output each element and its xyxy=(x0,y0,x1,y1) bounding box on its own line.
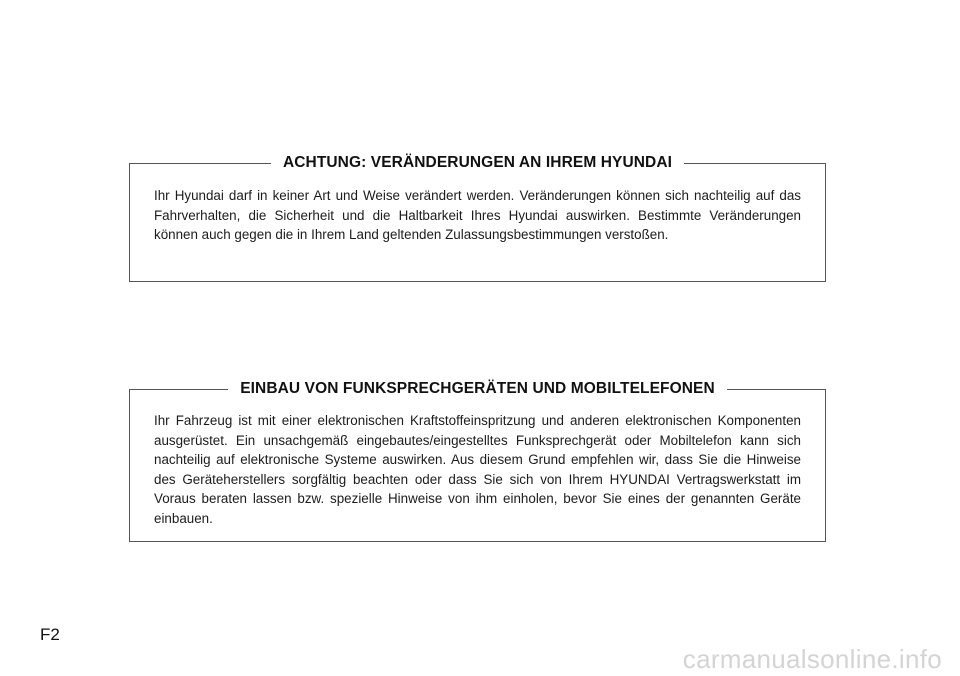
radio-phone-installation-text: Ihr Fahrzeug ist mit einer elektronischen Kraftstoffeinspritzung und anderen elektronischen Komponenten ausgerüstet. Ein unsachgemäß eingebautes/eingestelltes Funksprechgerät oder Mobiltelefon kann sich nachteilig auf elektronische Systeme auswirken. Aus diesem Grund empfehlen wir, dass Sie die Hinweise des Geräteherstellers sorgfältig beachten oder dass Sie sich von Ihrem HYUNDAI Vertragswerkstatt im Voraus beraten lassen bzw. spezielle Hinweise von ihm einholen, bevor Sie eines der genannten Geräte einbauen. xyxy=(154,413,801,526)
radio-phone-installation-box xyxy=(129,380,826,542)
watermark-text: carmanualsonline.info xyxy=(682,644,942,674)
page-number: F2 xyxy=(40,625,60,644)
caution-modifications-box xyxy=(129,154,826,282)
caution-modifications-text: Ihr Hyundai darf in keiner Art und Weise verändert werden. Veränderungen können sich nachteilig auf das Fahrverhalten, die Sicherheit und die Haltbarkeit Ihres Hyundai auswirken. Bestimmte Veränderungen können auch gegen die in Ihrem Land geltenden Zulassungsbestimmungen verstoßen. xyxy=(154,188,801,242)
caution-modifications-heading xyxy=(130,153,825,173)
radio-phone-installation-heading-text: EINBAU VON FUNKSPRECHGERÄTEN UND MOBILTELEFONEN xyxy=(228,380,727,397)
radio-phone-installation-heading xyxy=(130,379,825,399)
caution-modifications-heading-text: ACHTUNG: VERÄNDERUNGEN AN IHREM HYUNDAI xyxy=(271,154,684,171)
